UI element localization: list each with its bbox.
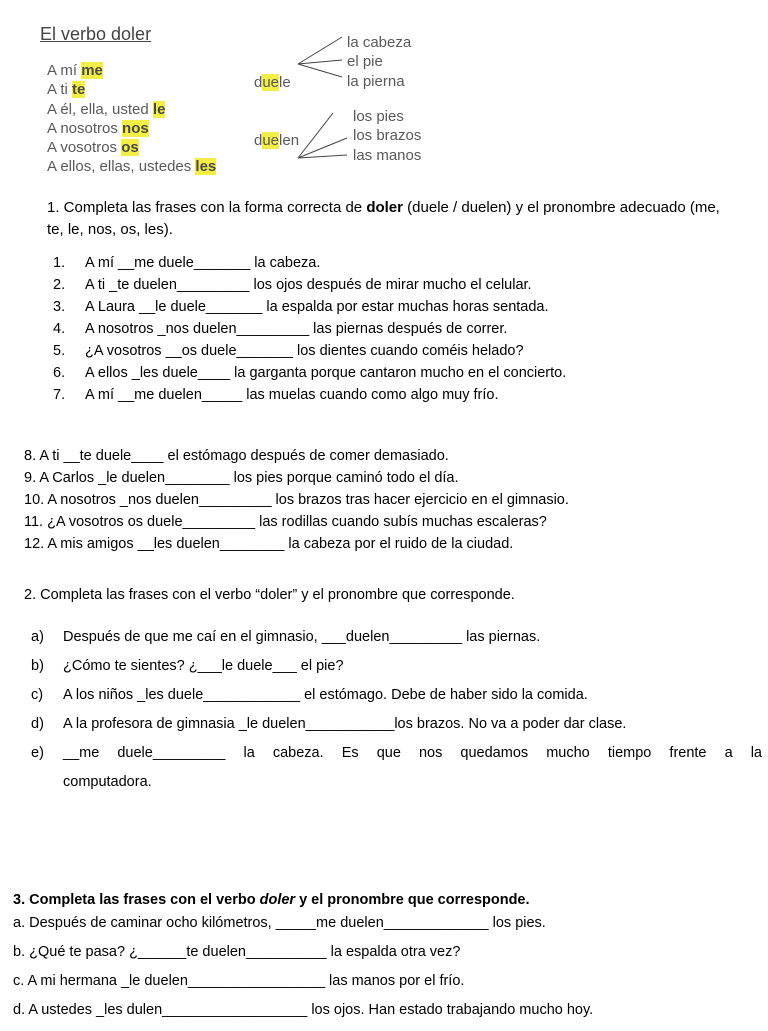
- list-item: 9. A Carlos _le duelen________ los pies porque caminó todo el día.: [24, 470, 459, 486]
- exercise1-intro: 1. Completa las frases con la forma correcta de doler (duele / duelen) y el pronombre adecuado (me,: [47, 199, 720, 216]
- list-item: la cabeza: [347, 34, 412, 51]
- list-item: c) A los niños _les duele____________ el estómago. Debe de haber sido la comida.: [31, 687, 588, 703]
- list-item: 1. A mí __me duele_______ la cabeza.: [53, 255, 321, 271]
- pronoun-row: A mí me: [47, 62, 103, 79]
- list-item: d) A la profesora de gimnasia _le duelen___________los brazos. No va a poder dar clase.: [31, 716, 627, 732]
- exercise3-heading: 3. Completa las frases con el verbo doler y el pronombre que corresponde.: [13, 892, 530, 908]
- verb-highlight: ue: [262, 74, 280, 91]
- exercise2-intro: 2. Completa las frases con el verbo “doler” y el pronombre que corresponde.: [24, 587, 515, 603]
- pronoun-row: A ti te: [47, 81, 86, 99]
- pronoun-row: A nosotros nos: [47, 119, 149, 137]
- exercise2-list: [31, 629, 762, 803]
- list-item: 10. A nosotros _nos duelen_________ los brazos tras hacer ejercicio en el gimnasio.: [24, 492, 569, 508]
- list-item: la pierna: [347, 72, 405, 90]
- verb-duele: duele: [254, 74, 291, 91]
- branch-line: [298, 37, 342, 64]
- pronoun-highlight: le: [152, 100, 166, 118]
- list-item: b. ¿Qué te pasa? ¿______te duelen__________ la espalda otra vez?: [13, 944, 461, 960]
- branch-lines: [0, 0, 768, 200]
- pronoun-highlight: me: [81, 62, 103, 79]
- list-item: 5. ¿A vosotros __os duele_______ los dientes cuando coméis helado?: [53, 343, 524, 359]
- list-item: los brazos: [353, 127, 422, 145]
- exercise1-list: [53, 255, 566, 409]
- pronoun-highlight: nos: [122, 119, 149, 137]
- list-item: 7. A mí __me duelen_____ las muelas cuando como algo muy frío.: [53, 387, 499, 403]
- list-item: b) ¿Cómo te sientes? ¿___le duele___ el pie?: [31, 658, 344, 674]
- verb-duelen: duelen: [254, 132, 300, 149]
- pronoun-row: A ellos, ellas, ustedes les: [47, 158, 217, 176]
- list-item: 8. A ti __te duele____ el estómago después de comer demasiado.: [24, 448, 449, 464]
- list-item: e) __me duele_________ la cabeza. Es que nos quedamos mucho tiempo frente a la: [31, 745, 762, 761]
- exercise3-list: [13, 915, 593, 1031]
- branch-line: [298, 60, 342, 64]
- list-item: 4. A nosotros _nos duelen_________ las piernas después de correr.: [53, 321, 508, 337]
- page-title: El verbo doler: [40, 24, 152, 44]
- pronoun-highlight: te: [72, 81, 86, 99]
- list-item: a) Después de que me caí en el gimnasio, ___duelen_________ las piernas.: [31, 629, 541, 645]
- pronoun-highlight: os: [121, 139, 139, 157]
- verb-highlight: ue: [262, 132, 280, 149]
- list-item: 12. A mis amigos __les duelen________ la cabeza por el ruido de la ciudad.: [24, 536, 514, 552]
- list-item: los pies: [353, 108, 404, 125]
- list-item: 3. A Laura __le duele_______ la espalda por estar muchas horas sentada.: [53, 299, 549, 315]
- body-parts-plural: [353, 107, 421, 165]
- branch-line: [298, 64, 342, 77]
- body-parts-singular: [347, 33, 411, 91]
- list-item: 2. A ti _te duelen_________ los ojos después de mirar mucho el celular.: [53, 277, 532, 293]
- exercise1-list-more: [24, 448, 569, 558]
- pronoun-highlight: les: [195, 158, 217, 176]
- pronoun-row: A él, ella, usted le: [47, 100, 166, 118]
- list-item-continuation: computadora.: [63, 774, 152, 790]
- list-item: c. A mi hermana _le duelen_________________ las manos por el frío.: [13, 973, 465, 989]
- list-item: las manos: [353, 146, 422, 164]
- list-item: a. Después de caminar ocho kilómetros, _____me duelen_____________ los pies.: [13, 915, 546, 931]
- pronoun-row: A vosotros os: [47, 139, 139, 157]
- list-item: d. A ustedes _les dulen__________________ los ojos. Han estado trabajando mucho hoy.: [13, 1002, 594, 1018]
- list-item: 6. A ellos _les duele____ la garganta porque cantaron mucho en el concierto.: [53, 365, 567, 381]
- list-item: 11. ¿A vosotros os duele_________ las rodillas cuando subís muchas escaleras?: [24, 514, 547, 530]
- list-item: el pie: [347, 53, 383, 71]
- exercise1-intro-line2: te, le, nos, os, les).: [47, 221, 173, 238]
